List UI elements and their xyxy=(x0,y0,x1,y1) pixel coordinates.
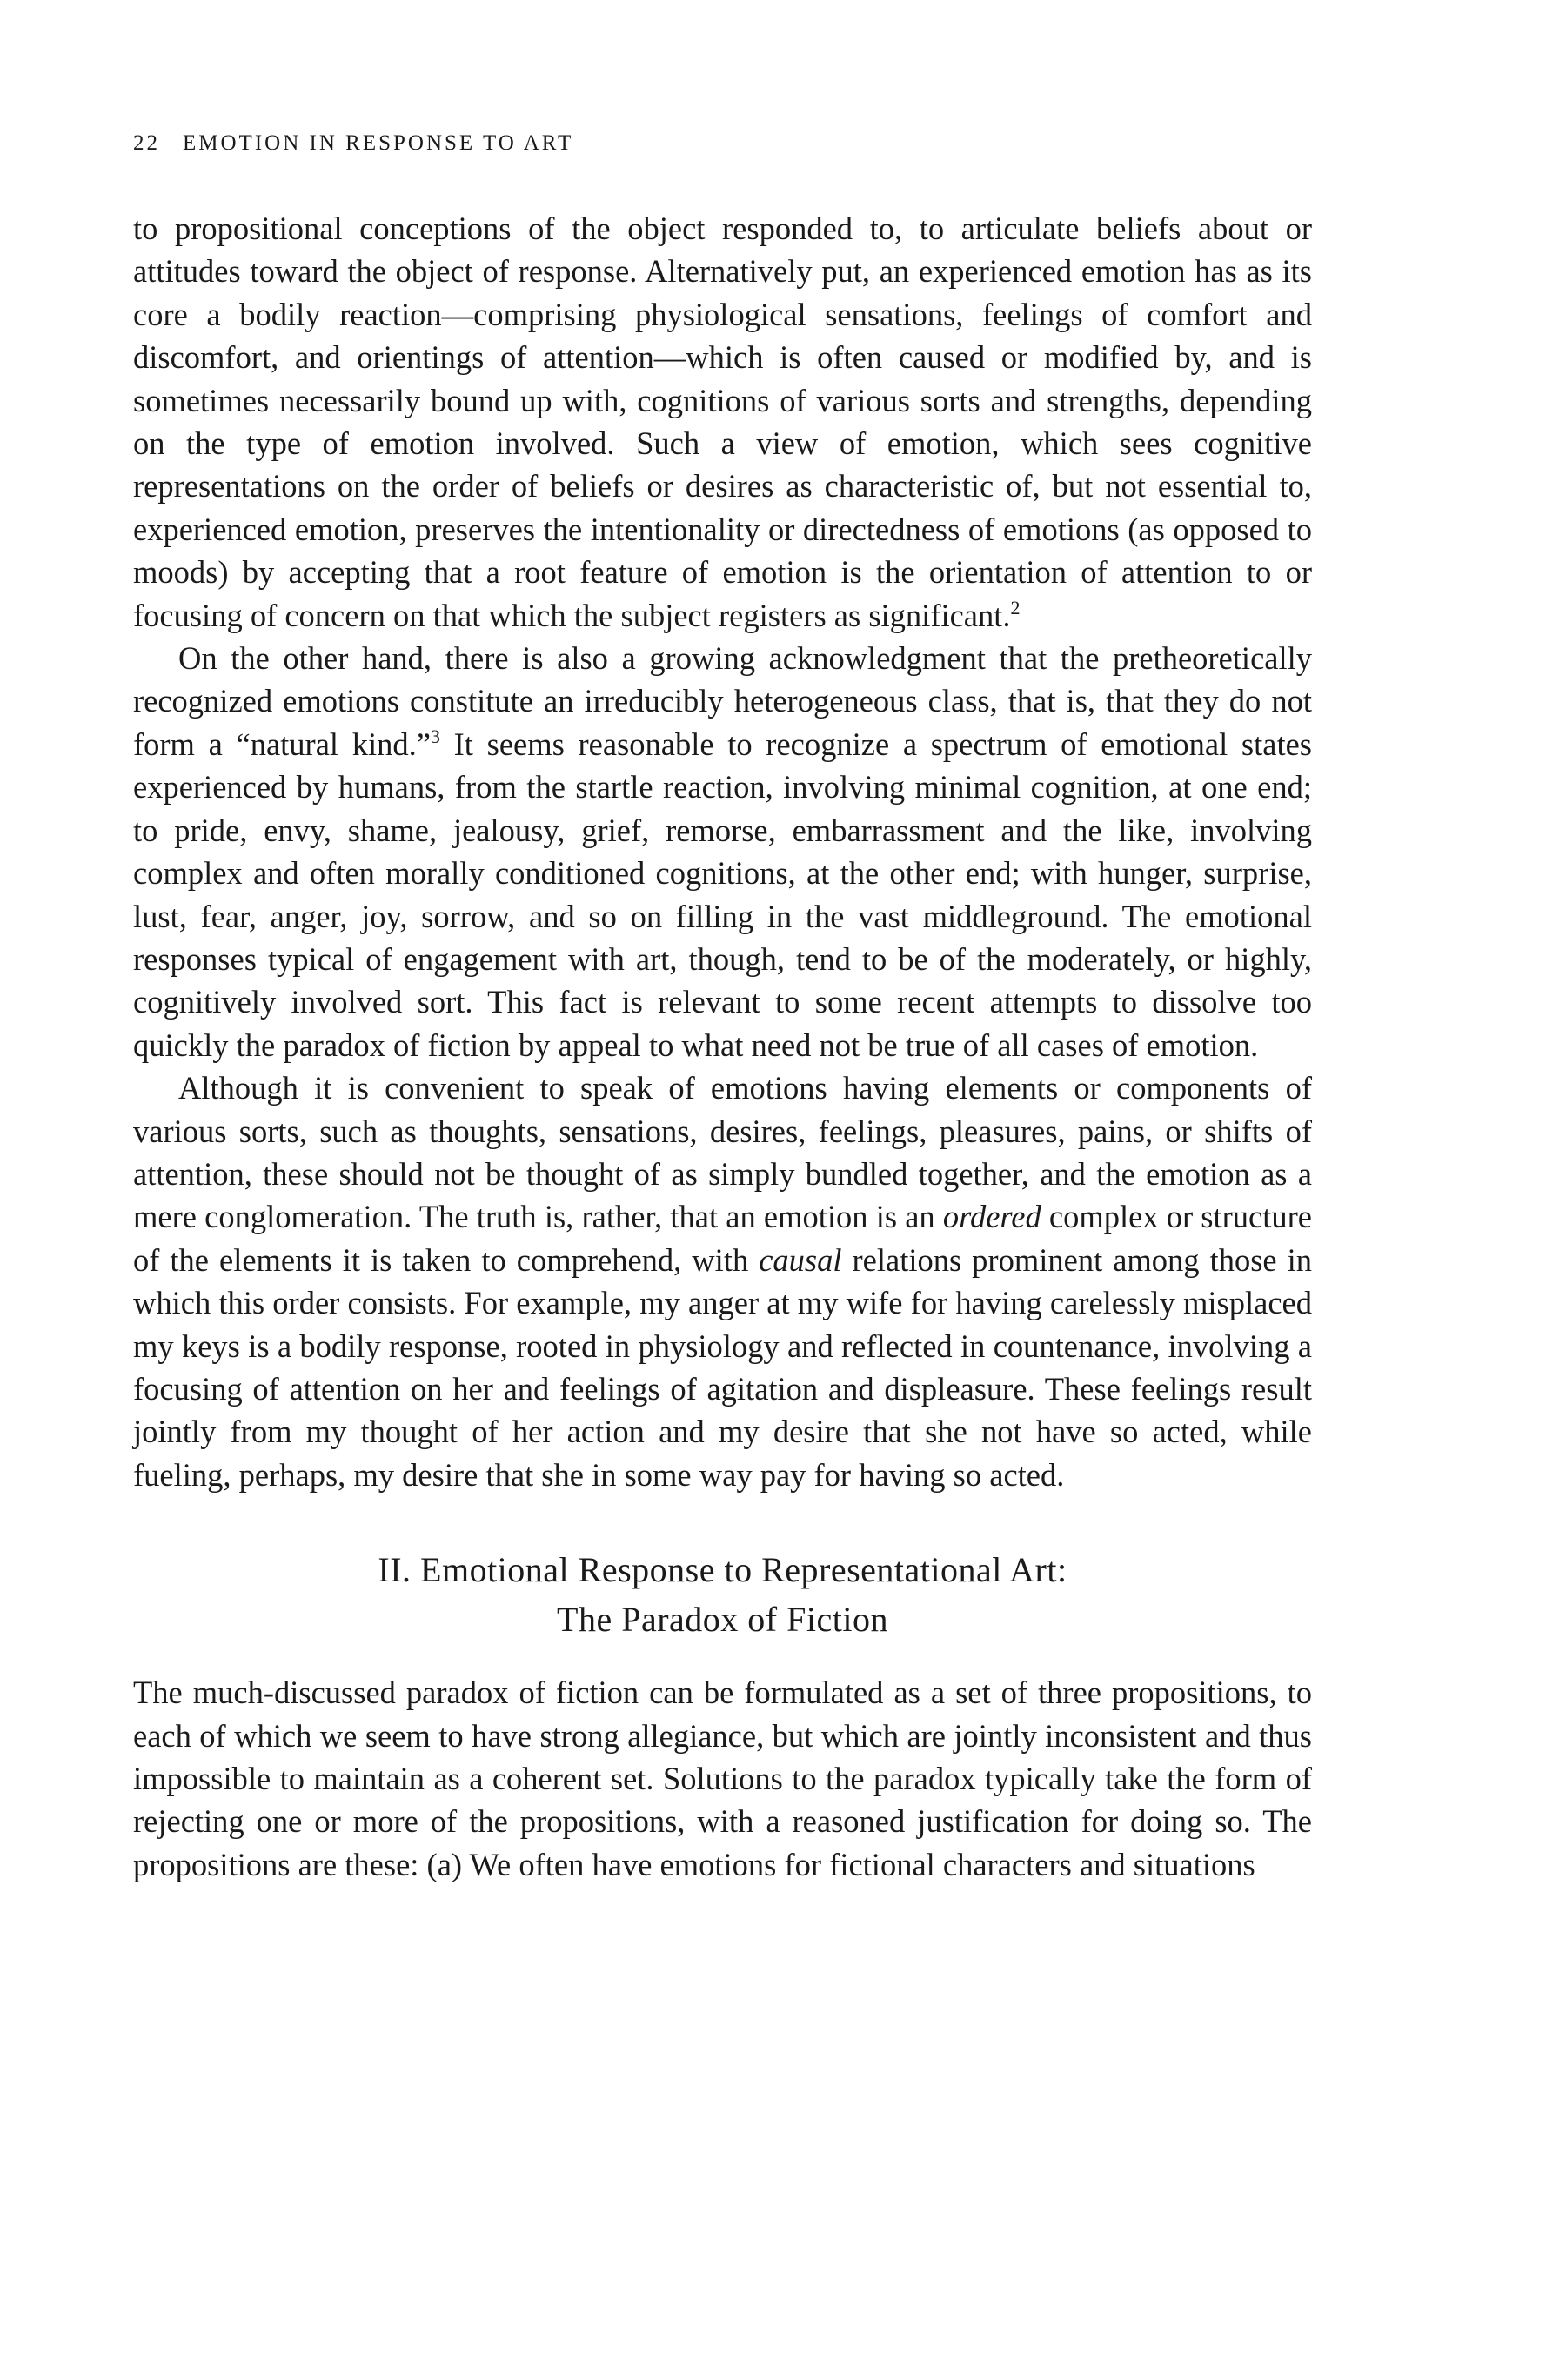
paragraph-3-text-a: Although it is convenient to speak of emotions having elements or components of various sorts, such as thoughts, sensations, desires, feelings, pleasures, pains, or shifts of attention, these should not be thought of as simply bundled together, and the emotion as a mere conglomeration. The truth is, rather, that an emotion is an xyxy=(133,1070,1312,1235)
paragraph-3-text-c: relations prominent among those in which this order consists. For example, my anger at my wife for having carelessly misplaced my keys is a bodily response, rooted in physiology and reflected in countenance, involving a focusing of attention on her and feelings of agitation and displeasure. These feelings result jointly from my thought of her action and my desire that she not have so acted, while fueling, perhaps, my desire that she in some way pay for having so acted. xyxy=(133,1241,1312,1493)
footnote-ref-3[interactable]: 3 xyxy=(430,725,440,747)
footnote-ref-2[interactable]: 2 xyxy=(1010,596,1021,618)
emphasis-ordered: ordered xyxy=(942,1199,1041,1235)
running-head-title: EMOTION IN RESPONSE TO ART xyxy=(183,131,574,155)
paragraph-3-text-b: complex or structure of the elements it is taken to comprehend, with xyxy=(133,1199,1312,1278)
paragraph-4-text: The much-discussed paradox of fiction can be formulated as a set of three propositions, to each of which we seem to have strong allegiance, but which are jointly inconsistent and thus impossible to maintain as a coherent set. Solutions to the paradox typically take the form of rejecting one or more of the propositions, with a reasoned justification for doing so. The propositions are these: (a) We often have emotions for fictional characters and situations xyxy=(133,1675,1312,1882)
paragraph-3 xyxy=(133,1066,1312,1496)
section-heading-line-2: The Paradox of Fiction xyxy=(557,1600,888,1640)
page-number: 22 xyxy=(133,131,160,155)
section-heading-line-1: II. Emotional Response to Representational Art: xyxy=(378,1550,1067,1590)
paragraph-1 xyxy=(133,207,1312,637)
emphasis-causal: causal xyxy=(759,1241,842,1278)
paragraph-2-text-b: It seems reasonable to recognize a spectrum of emotional states experienced by humans, from the startle reaction, involving minimal cognition, at one end; to pride, envy, shame, jealousy, grief, remorse, embarrassment and the like, involving complex and often morally conditioned cognitions, at the other end; with hunger, surprise, lust, fear, anger, joy, sorrow, and so on filling in the vast middleground. The emotional responses typical of engagement with art, though, tend to be of the moderately, or highly, cognitively involved sort. This fact is relevant to some recent attempts to dissolve too quickly the paradox of fiction by appeal to what need not be true of all cases of emotion. xyxy=(133,725,1312,1063)
paragraph-2 xyxy=(133,637,1312,1066)
paragraph-2-text-a: On the other hand, there is also a growing acknowledgment that the pretheoretically recognized emotions constitute an irreducibly heterogeneous class, that is, that they do not form a “natural kind.” xyxy=(133,640,1312,762)
body-text xyxy=(133,207,1312,1886)
section-heading xyxy=(133,1545,1312,1644)
paragraph-4 xyxy=(133,1671,1312,1886)
paragraph-1-text: to propositional conceptions of the object responded to, to articulate beliefs about or attitudes toward the object of response. Alternatively put, an experienced emotion has as its core a bodily reaction—comprising physiological sensations, feelings of comfort and discomfort, and orientings of attention—which is often caused or modified by, and is sometimes necessarily bound up with, cognitions of various sorts and strengths, depending on the type of emotion involved. Such a view of emotion, which sees cognitive representations on the order of beliefs or desires as characteristic of, but not essential to, experienced emotion, preserves the intentionality or directedness of emotions (as opposed to moods) by accepting that a root feature of emotion is the orientation of attention to or focusing of concern on that which the subject registers as significant. xyxy=(133,211,1312,633)
running-head xyxy=(133,131,573,156)
